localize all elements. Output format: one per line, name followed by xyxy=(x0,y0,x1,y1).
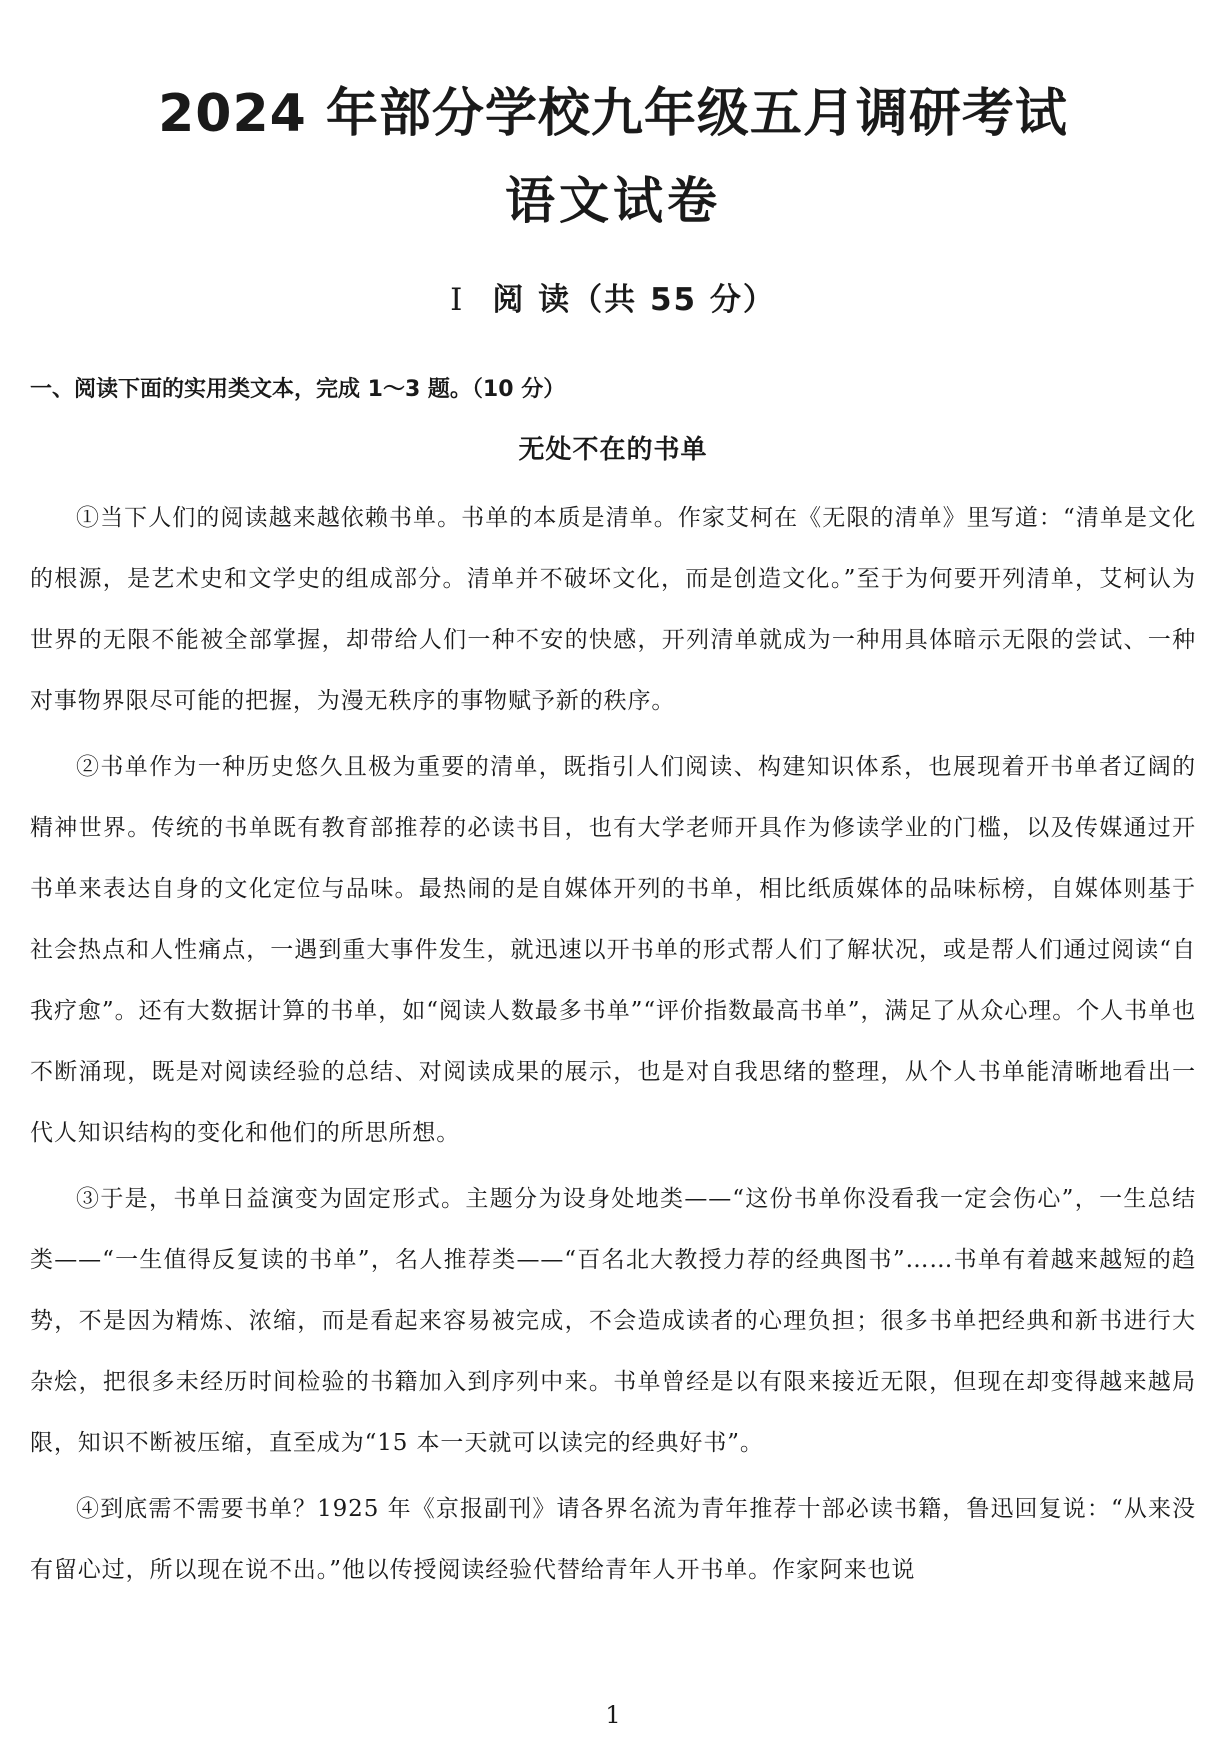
article-paragraph-2: ②书单作为一种历史悠久且极为重要的清单，既指引人们阅读、构建知识体系，也展现着开书单者辽阔的精神世界。传统的书单既有教育部推荐的必读书目，也有大学老师开具作为修读学业的门槛，以及传媒通过开书单来表达自身的文化定位与品味。最热闹的是自媒体开列的书单，相比纸质媒体的品味标榜，自媒体则基于社会热点和人性痛点，一遇到重大事件发生，就迅速以开书单的形式帮人们了解状况，或是帮人们通过阅读“自我疗愈”。还有大数据计算的书单，如“阅读人数最多书单”“评价指数最高书单”，满足了从众心理。个人书单也不断涌现，既是对阅读经验的总结、对阅读成果的展示，也是对自我思绪的整理，从个人书单能清晰地看出一代人知识结构的变化和他们的所思所想。 xyxy=(30,754,1196,1146)
section-heading xyxy=(30,276,1196,324)
article-body xyxy=(30,488,1196,1606)
section-numeral: Ⅰ xyxy=(450,282,465,318)
article-paragraph-3: ③于是，书单日益演变为固定形式。主题分为设身处地类——“这份书单你没看我一定会伤心”，一生总结类——“一生值得反复读的书单”，名人推荐类——“百名北大教授力荐的经典图书”……书单有着越来越短的趋势，不是因为精炼、浓缩，而是看起来容易被完成，不会造成读者的心理负担；很多书单把经典和新书进行大杂烩，把很多未经历时间检验的书籍加入到序列中来。书单曾经是以有限来接近无限，但现在却变得越来越局限，知识不断被压缩，直至成为“15 本一天就可以读完的经典好书”。 xyxy=(30,1186,1196,1456)
subject-title: 语文试卷 xyxy=(505,172,721,230)
page-number: 1 xyxy=(605,1701,621,1729)
section-label: 阅 读（共 55 分） xyxy=(492,282,776,318)
question-instruction: 一、阅读下面的实用类文本，完成 1～3 题。（10 分） xyxy=(30,377,566,402)
exam-page xyxy=(30,0,1196,1756)
article-paragraph-4: ④到底需不需要书单？1925 年《京报副刊》请各界名流为青年推荐十部必读书籍，鲁迅回复说：“从来没有留心过，所以现在说不出。”他以传授阅读经验代替给青年人开书单。作家阿来也说 xyxy=(30,1496,1196,1583)
article-title: 无处不在的书单 xyxy=(518,435,708,465)
article-paragraph-1: ①当下人们的阅读越来越依赖书单。书单的本质是清单。作家艾柯在《无限的清单》里写道：“清单是文化的根源，是艺术史和文学史的组成部分。清单并不破坏文化，而是创造文化。”至于为何要开列清单，艾柯认为世界的无限不能被全部掌握，却带给人们一种不安的快感，开列清单就成为一种用具体暗示无限的尝试、一种对事物界限尽可能的把握，为漫无秩序的事物赋予新的秩序。 xyxy=(30,505,1196,714)
exam-title: 2024 年部分学校九年级五月调研考试 xyxy=(158,84,1068,144)
